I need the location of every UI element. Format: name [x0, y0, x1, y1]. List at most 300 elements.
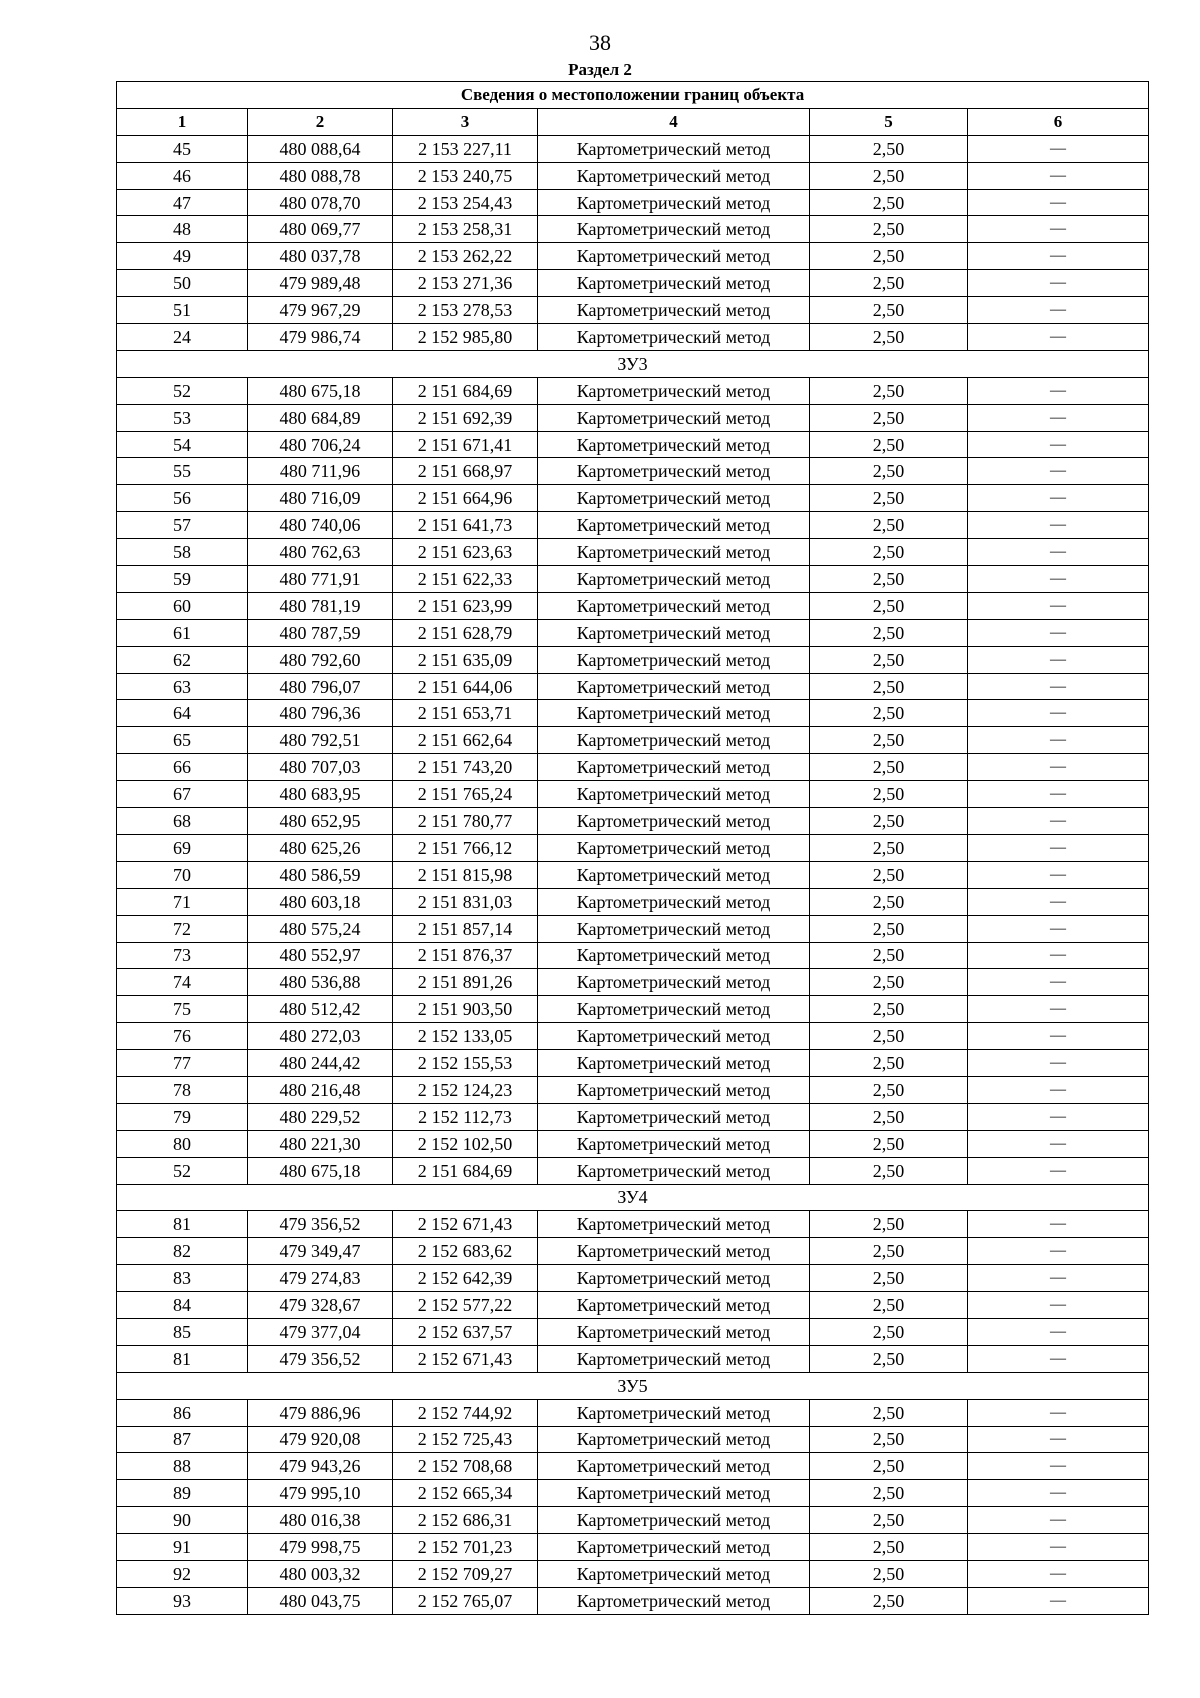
table-row — [117, 1318, 1149, 1345]
cell-point-number: 80 — [117, 1130, 248, 1157]
cell-point-number: 82 — [117, 1238, 248, 1265]
cell-description: — — [968, 969, 1149, 996]
cell-method: Картометрический метод — [538, 915, 810, 942]
cell-description: — — [968, 1157, 1149, 1184]
cell-method: Картометрический метод — [538, 404, 810, 431]
cell-description: — — [968, 431, 1149, 458]
cell-coordinate-x: 480 088,78 — [248, 162, 393, 189]
cell-point-number: 54 — [117, 431, 248, 458]
cell-coordinate-x: 480 762,63 — [248, 539, 393, 566]
cell-accuracy: 2,50 — [810, 1157, 968, 1184]
cell-coordinate-y: 2 151 891,26 — [393, 969, 538, 996]
cell-coordinate-y: 2 151 743,20 — [393, 754, 538, 781]
group-row — [117, 1372, 1149, 1399]
table-row — [117, 1265, 1149, 1292]
cell-accuracy: 2,50 — [810, 1238, 968, 1265]
cell-coordinate-x: 480 796,36 — [248, 700, 393, 727]
cell-point-number: 86 — [117, 1399, 248, 1426]
table-row — [117, 861, 1149, 888]
table-row — [117, 1211, 1149, 1238]
cell-method: Картометрический метод — [538, 673, 810, 700]
table-row — [117, 404, 1149, 431]
cell-coordinate-y: 2 153 258,31 — [393, 216, 538, 243]
cell-point-number: 56 — [117, 485, 248, 512]
cell-coordinate-y: 2 151 684,69 — [393, 1157, 538, 1184]
cell-coordinate-x: 480 683,95 — [248, 781, 393, 808]
cell-method: Картометрический метод — [538, 996, 810, 1023]
table-row — [117, 700, 1149, 727]
cell-accuracy: 2,50 — [810, 135, 968, 162]
table-row — [117, 619, 1149, 646]
cell-coordinate-y: 2 151 644,06 — [393, 673, 538, 700]
cell-coordinate-y: 2 152 701,23 — [393, 1534, 538, 1561]
cell-description: — — [968, 1130, 1149, 1157]
table-row — [117, 162, 1149, 189]
cell-coordinate-y: 2 151 903,50 — [393, 996, 538, 1023]
cell-accuracy: 2,50 — [810, 1211, 968, 1238]
cell-method: Картометрический метод — [538, 1426, 810, 1453]
cell-accuracy: 2,50 — [810, 1480, 968, 1507]
cell-description: — — [968, 1399, 1149, 1426]
cell-coordinate-x: 480 088,64 — [248, 135, 393, 162]
cell-coordinate-y: 2 153 227,11 — [393, 135, 538, 162]
cell-coordinate-y: 2 151 692,39 — [393, 404, 538, 431]
cell-description: — — [968, 808, 1149, 835]
cell-accuracy: 2,50 — [810, 727, 968, 754]
cell-point-number: 66 — [117, 754, 248, 781]
table-row — [117, 377, 1149, 404]
cell-description: — — [968, 324, 1149, 351]
cell-accuracy: 2,50 — [810, 1399, 968, 1426]
cell-accuracy: 2,50 — [810, 324, 968, 351]
cell-coordinate-x: 480 740,06 — [248, 512, 393, 539]
cell-method: Картометрический метод — [538, 243, 810, 270]
cell-point-number: 71 — [117, 888, 248, 915]
cell-description: — — [968, 1103, 1149, 1130]
cell-coordinate-y: 2 153 271,36 — [393, 270, 538, 297]
cell-point-number: 60 — [117, 592, 248, 619]
cell-coordinate-x: 480 016,38 — [248, 1507, 393, 1534]
cell-description: — — [968, 781, 1149, 808]
table-title-row — [117, 82, 1149, 109]
cell-description: — — [968, 1076, 1149, 1103]
table-row — [117, 942, 1149, 969]
cell-coordinate-y: 2 151 664,96 — [393, 485, 538, 512]
cell-accuracy: 2,50 — [810, 1534, 968, 1561]
cell-accuracy: 2,50 — [810, 1587, 968, 1614]
cell-accuracy: 2,50 — [810, 404, 968, 431]
cell-coordinate-x: 480 707,03 — [248, 754, 393, 781]
table-row — [117, 1345, 1149, 1372]
cell-description: — — [968, 1534, 1149, 1561]
cell-point-number: 68 — [117, 808, 248, 835]
table-row — [117, 1050, 1149, 1077]
coordinates-table — [116, 81, 1149, 1615]
group-label: ЗУ4 — [117, 1184, 1149, 1211]
cell-description: — — [968, 915, 1149, 942]
cell-method: Картометрический метод — [538, 1318, 810, 1345]
cell-coordinate-x: 479 274,83 — [248, 1265, 393, 1292]
cell-point-number: 87 — [117, 1426, 248, 1453]
cell-accuracy: 2,50 — [810, 270, 968, 297]
table-row — [117, 135, 1149, 162]
table-row — [117, 888, 1149, 915]
cell-coordinate-y: 2 151 876,37 — [393, 942, 538, 969]
cell-description: — — [968, 1265, 1149, 1292]
cell-point-number: 75 — [117, 996, 248, 1023]
group-label: ЗУ3 — [117, 350, 1149, 377]
cell-accuracy: 2,50 — [810, 485, 968, 512]
cell-coordinate-x: 480 652,95 — [248, 808, 393, 835]
cell-coordinate-y: 2 151 684,69 — [393, 377, 538, 404]
cell-coordinate-y: 2 151 765,24 — [393, 781, 538, 808]
cell-point-number: 61 — [117, 619, 248, 646]
cell-coordinate-y: 2 152 744,92 — [393, 1399, 538, 1426]
cell-coordinate-y: 2 153 254,43 — [393, 189, 538, 216]
section-title: Раздел 2 — [568, 60, 632, 79]
cell-accuracy: 2,50 — [810, 646, 968, 673]
cell-accuracy: 2,50 — [810, 1050, 968, 1077]
cell-coordinate-x: 479 986,74 — [248, 324, 393, 351]
table-row — [117, 781, 1149, 808]
cell-description: — — [968, 1426, 1149, 1453]
cell-method: Картометрический метод — [538, 566, 810, 593]
cell-method: Картометрический метод — [538, 700, 810, 727]
cell-point-number: 81 — [117, 1345, 248, 1372]
cell-method: Картометрический метод — [538, 1480, 810, 1507]
cell-point-number: 77 — [117, 1050, 248, 1077]
cell-coordinate-y: 2 151 622,33 — [393, 566, 538, 593]
cell-coordinate-x: 479 998,75 — [248, 1534, 393, 1561]
cell-coordinate-y: 2 152 725,43 — [393, 1426, 538, 1453]
cell-description: — — [968, 566, 1149, 593]
cell-method: Картометрический метод — [538, 754, 810, 781]
cell-point-number: 89 — [117, 1480, 248, 1507]
group-row — [117, 350, 1149, 377]
cell-coordinate-y: 2 152 155,53 — [393, 1050, 538, 1077]
cell-accuracy: 2,50 — [810, 1265, 968, 1292]
cell-coordinate-x: 480 716,09 — [248, 485, 393, 512]
table-row — [117, 1076, 1149, 1103]
cell-coordinate-y: 2 152 133,05 — [393, 1023, 538, 1050]
cell-coordinate-x: 480 792,51 — [248, 727, 393, 754]
cell-method: Картометрический метод — [538, 1453, 810, 1480]
table-row — [117, 1238, 1149, 1265]
table-body — [117, 135, 1149, 1614]
cell-method: Картометрический метод — [538, 1023, 810, 1050]
cell-point-number: 88 — [117, 1453, 248, 1480]
cell-method: Картометрический метод — [538, 431, 810, 458]
cell-point-number: 51 — [117, 297, 248, 324]
cell-description: — — [968, 942, 1149, 969]
cell-coordinate-y: 2 152 577,22 — [393, 1292, 538, 1319]
cell-accuracy: 2,50 — [810, 566, 968, 593]
table-row — [117, 969, 1149, 996]
cell-method: Картометрический метод — [538, 512, 810, 539]
table-row — [117, 1103, 1149, 1130]
cell-method: Картометрический метод — [538, 270, 810, 297]
cell-accuracy: 2,50 — [810, 216, 968, 243]
table-row — [117, 834, 1149, 861]
table-row — [117, 485, 1149, 512]
cell-point-number: 78 — [117, 1076, 248, 1103]
cell-coordinate-x: 479 967,29 — [248, 297, 393, 324]
cell-description: — — [968, 727, 1149, 754]
cell-method: Картометрический метод — [538, 1345, 810, 1372]
cell-description: — — [968, 189, 1149, 216]
cell-point-number: 62 — [117, 646, 248, 673]
cell-coordinate-x: 480 552,97 — [248, 942, 393, 969]
cell-point-number: 67 — [117, 781, 248, 808]
cell-point-number: 65 — [117, 727, 248, 754]
cell-accuracy: 2,50 — [810, 619, 968, 646]
cell-point-number: 72 — [117, 915, 248, 942]
cell-description: — — [968, 1587, 1149, 1614]
cell-accuracy: 2,50 — [810, 431, 968, 458]
cell-description: — — [968, 1345, 1149, 1372]
cell-point-number: 85 — [117, 1318, 248, 1345]
cell-coordinate-x: 480 706,24 — [248, 431, 393, 458]
cell-accuracy: 2,50 — [810, 1318, 968, 1345]
cell-description: — — [968, 458, 1149, 485]
cell-coordinate-y: 2 151 671,41 — [393, 431, 538, 458]
cell-coordinate-x: 480 781,19 — [248, 592, 393, 619]
cell-coordinate-x: 479 356,52 — [248, 1211, 393, 1238]
table-row — [117, 1480, 1149, 1507]
cell-method: Картометрический метод — [538, 727, 810, 754]
cell-description: — — [968, 834, 1149, 861]
cell-coordinate-y: 2 153 240,75 — [393, 162, 538, 189]
cell-method: Картометрический метод — [538, 216, 810, 243]
cell-description: — — [968, 1211, 1149, 1238]
cell-description: — — [968, 1560, 1149, 1587]
cell-point-number: 70 — [117, 861, 248, 888]
cell-coordinate-x: 480 069,77 — [248, 216, 393, 243]
cell-method: Картометрический метод — [538, 592, 810, 619]
cell-description: — — [968, 1507, 1149, 1534]
table-row — [117, 996, 1149, 1023]
table-row — [117, 1587, 1149, 1614]
cell-accuracy: 2,50 — [810, 1103, 968, 1130]
table-row — [117, 673, 1149, 700]
table-row — [117, 1560, 1149, 1587]
cell-accuracy: 2,50 — [810, 1292, 968, 1319]
table-row — [117, 592, 1149, 619]
cell-method: Картометрический метод — [538, 539, 810, 566]
cell-coordinate-y: 2 151 662,64 — [393, 727, 538, 754]
table-row — [117, 431, 1149, 458]
cell-method: Картометрический метод — [538, 861, 810, 888]
table-row — [117, 512, 1149, 539]
cell-method: Картометрический метод — [538, 942, 810, 969]
cell-point-number: 76 — [117, 1023, 248, 1050]
column-number-row — [117, 108, 1149, 135]
cell-coordinate-x: 480 244,42 — [248, 1050, 393, 1077]
cell-description: — — [968, 377, 1149, 404]
cell-point-number: 53 — [117, 404, 248, 431]
cell-coordinate-x: 479 995,10 — [248, 1480, 393, 1507]
cell-method: Картометрический метод — [538, 297, 810, 324]
cell-coordinate-y: 2 152 671,43 — [393, 1345, 538, 1372]
page-number: 38 — [589, 30, 611, 55]
cell-method: Картометрический метод — [538, 1399, 810, 1426]
cell-description: — — [968, 243, 1149, 270]
table-row — [117, 754, 1149, 781]
cell-method: Картометрический метод — [538, 485, 810, 512]
cell-coordinate-x: 479 920,08 — [248, 1426, 393, 1453]
table-row — [117, 1399, 1149, 1426]
cell-coordinate-x: 479 989,48 — [248, 270, 393, 297]
cell-point-number: 64 — [117, 700, 248, 727]
cell-description: — — [968, 1453, 1149, 1480]
cell-coordinate-x: 480 037,78 — [248, 243, 393, 270]
cell-description: — — [968, 485, 1149, 512]
cell-method: Картометрический метод — [538, 1265, 810, 1292]
cell-description: — — [968, 1238, 1149, 1265]
cell-description: — — [968, 646, 1149, 673]
cell-method: Картометрический метод — [538, 1507, 810, 1534]
cell-point-number: 73 — [117, 942, 248, 969]
cell-accuracy: 2,50 — [810, 377, 968, 404]
cell-point-number: 52 — [117, 377, 248, 404]
cell-method: Картометрический метод — [538, 1292, 810, 1319]
cell-accuracy: 2,50 — [810, 781, 968, 808]
table-row — [117, 1453, 1149, 1480]
cell-description: — — [968, 1023, 1149, 1050]
cell-point-number: 63 — [117, 673, 248, 700]
cell-method: Картометрический метод — [538, 189, 810, 216]
cell-coordinate-y: 2 152 665,34 — [393, 1480, 538, 1507]
cell-point-number: 46 — [117, 162, 248, 189]
cell-description: — — [968, 270, 1149, 297]
cell-coordinate-x: 480 536,88 — [248, 969, 393, 996]
cell-accuracy: 2,50 — [810, 1345, 968, 1372]
cell-method: Картометрический метод — [538, 162, 810, 189]
cell-accuracy: 2,50 — [810, 969, 968, 996]
cell-coordinate-x: 480 675,18 — [248, 1157, 393, 1184]
cell-method: Картометрический метод — [538, 1587, 810, 1614]
cell-point-number: 59 — [117, 566, 248, 593]
cell-accuracy: 2,50 — [810, 1453, 968, 1480]
cell-coordinate-x: 480 003,32 — [248, 1560, 393, 1587]
cell-method: Картометрический метод — [538, 1130, 810, 1157]
cell-method: Картометрический метод — [538, 324, 810, 351]
cell-description: — — [968, 700, 1149, 727]
cell-description: — — [968, 1292, 1149, 1319]
cell-description: — — [968, 512, 1149, 539]
cell-point-number: 69 — [117, 834, 248, 861]
cell-point-number: 90 — [117, 1507, 248, 1534]
table-title: Сведения о местоположении границ объекта — [117, 82, 1149, 109]
group-row — [117, 1184, 1149, 1211]
cell-coordinate-x: 480 575,24 — [248, 915, 393, 942]
cell-accuracy: 2,50 — [810, 512, 968, 539]
table-row — [117, 1507, 1149, 1534]
cell-accuracy: 2,50 — [810, 888, 968, 915]
cell-accuracy: 2,50 — [810, 754, 968, 781]
cell-coordinate-x: 480 043,75 — [248, 1587, 393, 1614]
table-row — [117, 458, 1149, 485]
cell-coordinate-y: 2 152 709,27 — [393, 1560, 538, 1587]
table-row — [117, 727, 1149, 754]
cell-description: — — [968, 619, 1149, 646]
cell-coordinate-y: 2 152 985,80 — [393, 324, 538, 351]
cell-description: — — [968, 162, 1149, 189]
table-row — [117, 189, 1149, 216]
cell-method: Картометрический метод — [538, 808, 810, 835]
cell-point-number: 24 — [117, 324, 248, 351]
cell-accuracy: 2,50 — [810, 458, 968, 485]
cell-description: — — [968, 297, 1149, 324]
cell-coordinate-y: 2 151 857,14 — [393, 915, 538, 942]
cell-point-number: 48 — [117, 216, 248, 243]
cell-point-number: 57 — [117, 512, 248, 539]
column-header-3: 3 — [393, 108, 538, 135]
table-row — [117, 808, 1149, 835]
cell-accuracy: 2,50 — [810, 996, 968, 1023]
table-row — [117, 297, 1149, 324]
cell-coordinate-y: 2 152 124,23 — [393, 1076, 538, 1103]
cell-point-number: 47 — [117, 189, 248, 216]
cell-accuracy: 2,50 — [810, 243, 968, 270]
cell-coordinate-x: 479 943,26 — [248, 1453, 393, 1480]
cell-coordinate-x: 480 771,91 — [248, 566, 393, 593]
cell-coordinate-y: 2 151 623,63 — [393, 539, 538, 566]
table-row — [117, 216, 1149, 243]
cell-accuracy: 2,50 — [810, 539, 968, 566]
cell-coordinate-x: 480 675,18 — [248, 377, 393, 404]
cell-coordinate-x: 480 603,18 — [248, 888, 393, 915]
cell-coordinate-y: 2 152 102,50 — [393, 1130, 538, 1157]
cell-accuracy: 2,50 — [810, 1076, 968, 1103]
cell-coordinate-x: 480 078,70 — [248, 189, 393, 216]
cell-point-number: 91 — [117, 1534, 248, 1561]
cell-coordinate-x: 479 349,47 — [248, 1238, 393, 1265]
cell-method: Картометрический метод — [538, 458, 810, 485]
cell-coordinate-y: 2 151 628,79 — [393, 619, 538, 646]
cell-point-number: 79 — [117, 1103, 248, 1130]
cell-coordinate-x: 480 512,42 — [248, 996, 393, 1023]
cell-point-number: 92 — [117, 1560, 248, 1587]
cell-accuracy: 2,50 — [810, 592, 968, 619]
table-row — [117, 243, 1149, 270]
cell-method: Картометрический метод — [538, 646, 810, 673]
cell-description: — — [968, 996, 1149, 1023]
cell-method: Картометрический метод — [538, 1076, 810, 1103]
cell-coordinate-x: 479 356,52 — [248, 1345, 393, 1372]
cell-description: — — [968, 1318, 1149, 1345]
column-header-1: 1 — [117, 108, 248, 135]
cell-coordinate-y: 2 151 623,99 — [393, 592, 538, 619]
cell-accuracy: 2,50 — [810, 861, 968, 888]
cell-method: Картометрический метод — [538, 1238, 810, 1265]
cell-method: Картометрический метод — [538, 834, 810, 861]
cell-accuracy: 2,50 — [810, 942, 968, 969]
table-row — [117, 270, 1149, 297]
cell-coordinate-y: 2 152 708,68 — [393, 1453, 538, 1480]
table-row — [117, 324, 1149, 351]
cell-point-number: 81 — [117, 1211, 248, 1238]
cell-method: Картометрический метод — [538, 619, 810, 646]
table-row — [117, 1157, 1149, 1184]
cell-description: — — [968, 404, 1149, 431]
cell-coordinate-y: 2 151 635,09 — [393, 646, 538, 673]
cell-accuracy: 2,50 — [810, 1560, 968, 1587]
cell-accuracy: 2,50 — [810, 834, 968, 861]
cell-accuracy: 2,50 — [810, 1507, 968, 1534]
cell-accuracy: 2,50 — [810, 297, 968, 324]
cell-coordinate-x: 480 787,59 — [248, 619, 393, 646]
